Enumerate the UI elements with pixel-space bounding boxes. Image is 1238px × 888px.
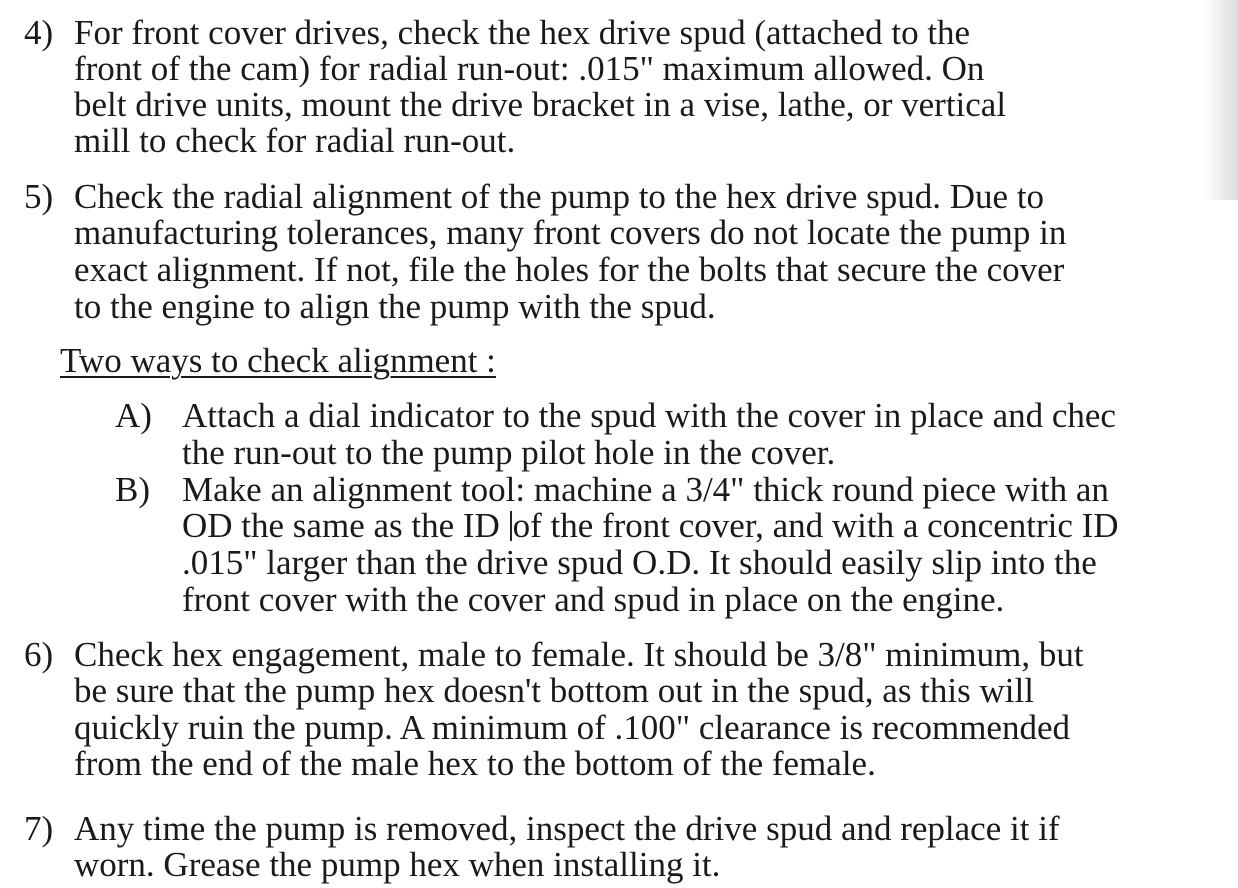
item-text-line: belt drive units, mount the drive bracket in a vise, lathe, or vertical <box>74 85 1007 124</box>
item-number: 6) <box>24 635 54 674</box>
item-number: 7) <box>24 809 54 848</box>
option-text-segment: OD the same as the ID <box>182 506 500 545</box>
item-number: 5) <box>24 177 54 216</box>
option-letter: B) <box>115 470 150 509</box>
item-text-line: Check hex engagement, male to female. It should be 3/8" minimum, but <box>74 635 1084 674</box>
option-text-line: Attach a dial indicator to the spud with the cover in place and chec <box>182 396 1116 435</box>
text-cursor <box>510 511 512 541</box>
page-edge-shadow <box>1204 0 1238 200</box>
item-text-line: Check the radial alignment of the pump to the hex drive spud. Due to <box>74 177 1045 216</box>
option-text-line: the run-out to the pump pilot hole in the cover. <box>182 433 836 472</box>
item-text-line: quickly ruin the pump. A minimum of .100" clearance is recommended <box>74 708 1070 747</box>
option-text-segment: of the front cover, and with a concentric ID <box>512 506 1119 545</box>
item-text-line: mill to check for radial run-out. <box>74 121 516 160</box>
item-text-line: be sure that the pump hex doesn't bottom out in the spud, as this will <box>74 671 1034 710</box>
item-text-line: worn. Grease the pump hex when installing it. <box>74 845 721 884</box>
item-text-line: manufacturing tolerances, many front covers do not locate the pump in <box>74 213 1067 252</box>
item-text-line: exact alignment. If not, file the holes for the bolts that secure the cover <box>74 250 1065 289</box>
item-number: 4) <box>24 13 54 52</box>
option-text-line: Make an alignment tool: machine a 3/4" thick round piece with an <box>182 470 1109 509</box>
item-text-line: For front cover drives, check the hex drive spud (attached to the <box>74 13 971 52</box>
section-heading: Two ways to check alignment : <box>60 341 496 380</box>
option-text-line: front cover with the cover and spud in place on the engine. <box>182 580 1005 619</box>
item-text-line: to the engine to align the pump with the spud. <box>74 287 716 326</box>
item-text-line: from the end of the male hex to the bottom of the female. <box>74 744 876 783</box>
item-text-line: front of the cam) for radial run-out: .015" maximum allowed. On <box>74 49 985 88</box>
option-text-line <box>182 507 1119 544</box>
item-text-line: Any time the pump is removed, inspect the drive spud and replace it if <box>74 809 1060 848</box>
option-letter: A) <box>115 396 152 435</box>
option-text-line: .015" larger than the drive spud O.D. It should easily slip into the <box>182 543 1097 582</box>
